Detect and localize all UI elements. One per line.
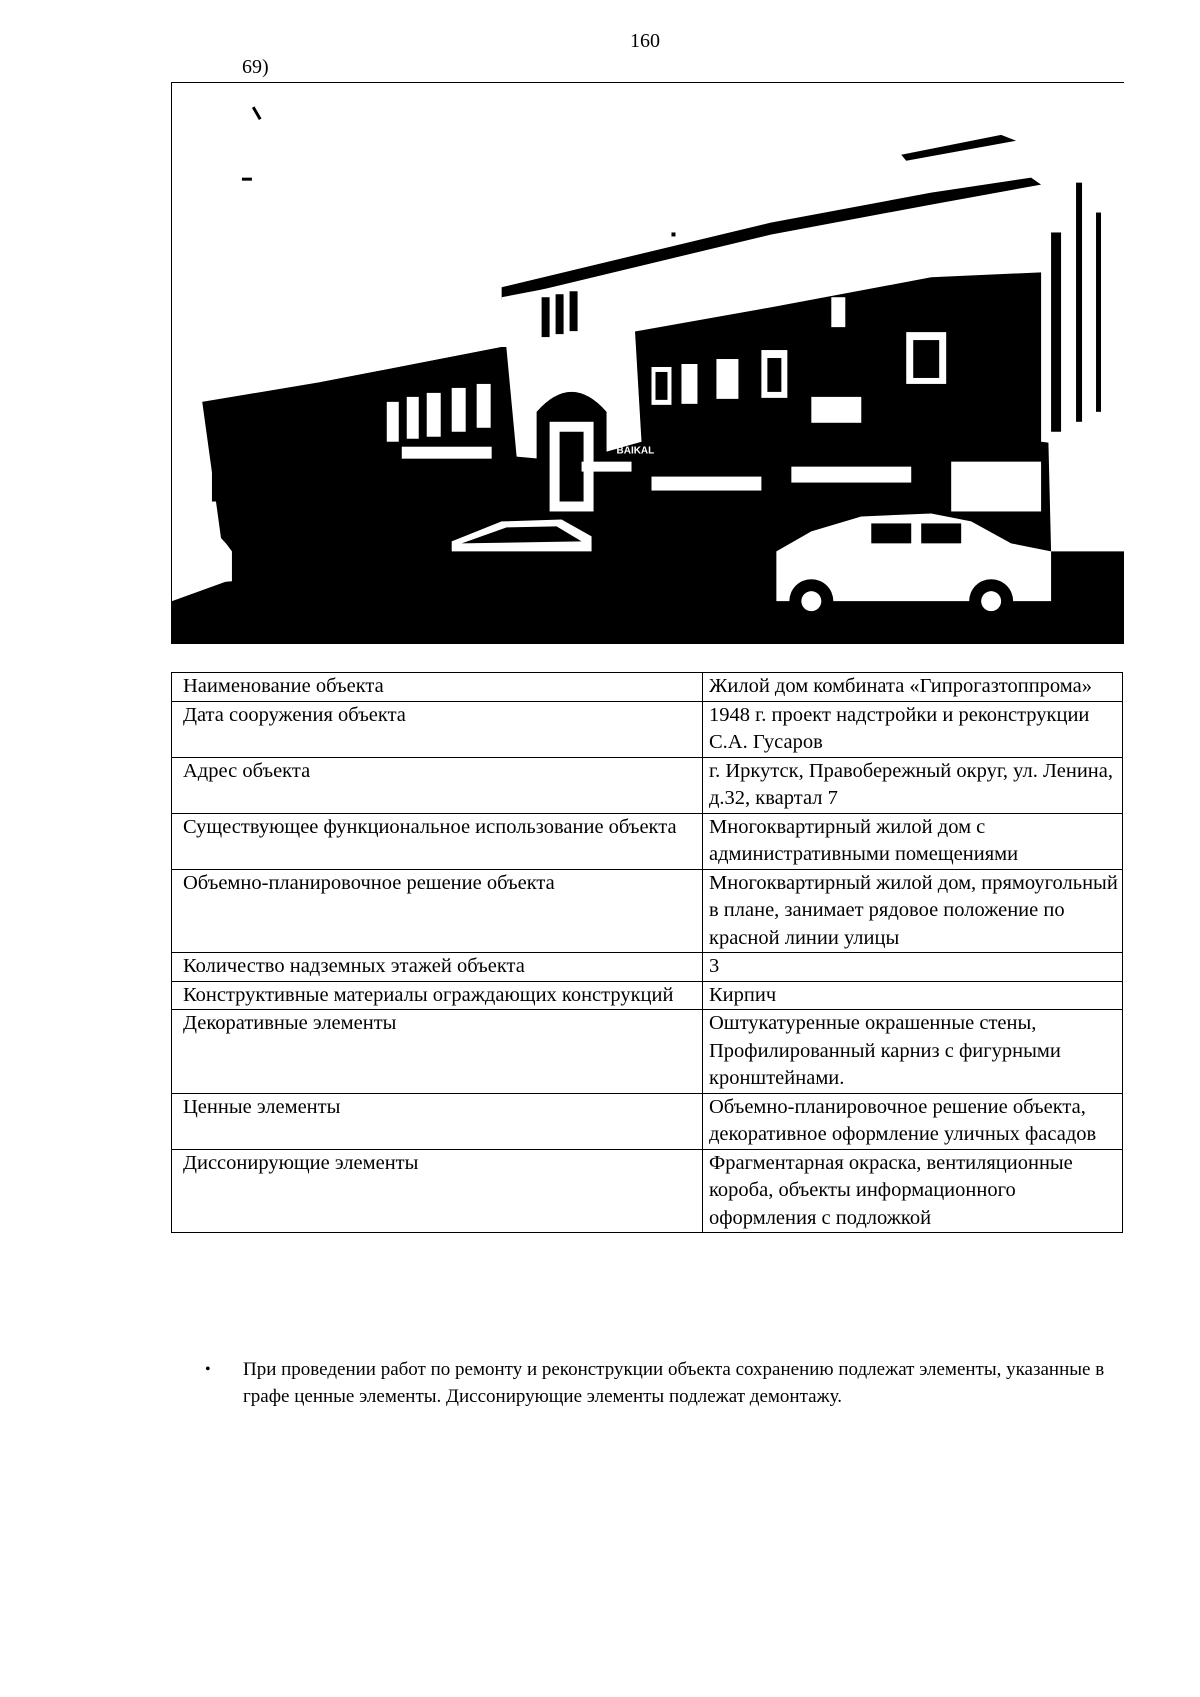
building-photo xyxy=(171,82,1124,644)
preservation-note xyxy=(205,1356,1105,1410)
row-value: Оштукатуренные окрашенные стены, Профилированный карниз с фигурными кронштейнами. xyxy=(703,1010,1123,1094)
page-number: 160 xyxy=(630,30,660,52)
table-row xyxy=(172,953,1123,982)
row-label: Ценные элементы xyxy=(172,1093,703,1149)
row-label: Объемно-планировочное решение объекта xyxy=(172,869,703,953)
row-label: Количество надземных этажей объекта xyxy=(172,953,703,982)
row-value: г. Иркутск, Правобережный округ, ул. Ленина, д.32, квартал 7 xyxy=(703,757,1123,813)
row-label: Диссонирующие элементы xyxy=(172,1149,703,1233)
row-value: Многоквартирный жилой дом, прямоугольный в плане, занимает рядовое положение по красной линии улицы xyxy=(703,869,1123,953)
row-value: Объемно-планировочное решение объекта, декоративное оформление уличных фасадов xyxy=(703,1093,1123,1149)
object-info-table xyxy=(171,672,1123,1233)
row-value: Фрагментарная окраска, вентиляционные короба, объекты информационного оформления с подложкой xyxy=(703,1149,1123,1233)
table-row xyxy=(172,1010,1123,1094)
row-value: Кирпич xyxy=(703,981,1123,1010)
row-value: Многоквартирный жилой дом с административными помещениями xyxy=(703,813,1123,869)
table-row xyxy=(172,673,1123,702)
row-label: Декоративные элементы xyxy=(172,1010,703,1094)
table-row xyxy=(172,869,1123,953)
building-photo-drawing xyxy=(172,83,1124,643)
shop-sign: BAIKAL xyxy=(616,445,655,457)
row-label: Дата сооружения объекта xyxy=(172,701,703,757)
note-text: При проведении работ по ремонту и реконструкции объекта сохранению подлежат элементы, указанные в графе ценные элементы. Диссонирующие элементы подлежат демонтажу. xyxy=(243,1359,1105,1407)
table-row xyxy=(172,757,1123,813)
table-row xyxy=(172,813,1123,869)
row-label: Адрес объекта xyxy=(172,757,703,813)
table-row xyxy=(172,701,1123,757)
table-row xyxy=(172,981,1123,1010)
row-value: Жилой дом комбината «Гипрогазтоппрома» xyxy=(703,673,1123,702)
row-value: 1948 г. проект надстройки и реконструкции С.А. Гусаров xyxy=(703,701,1123,757)
figure-label: 69) xyxy=(242,56,269,78)
table-row xyxy=(172,1149,1123,1233)
table-row xyxy=(172,1093,1123,1149)
row-value: 3 xyxy=(703,953,1123,982)
bullet-icon: • xyxy=(205,1361,211,1378)
object-info-table-wrapper xyxy=(171,672,1123,1233)
row-label: Существующее функциональное использование объекта xyxy=(172,813,703,869)
row-label: Наименование объекта xyxy=(172,673,703,702)
row-label: Конструктивные материалы ограждающих конструкций xyxy=(172,981,703,1010)
